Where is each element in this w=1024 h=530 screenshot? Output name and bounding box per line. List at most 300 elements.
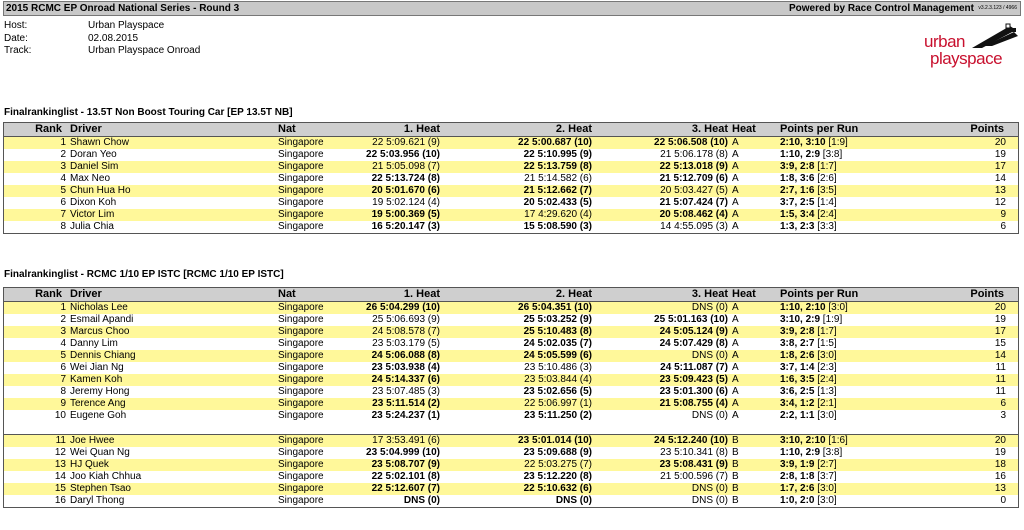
dropped-run: [3:8] — [820, 447, 843, 458]
heat3-cell: DNS (0) — [691, 495, 728, 506]
points-cell: 17 — [994, 326, 1006, 337]
heat1-cell: 23 5:03.938 (4) — [371, 362, 440, 373]
heat-group-cell: A — [732, 314, 739, 325]
table-row — [4, 435, 1018, 447]
points-per-run-cell — [780, 221, 837, 233]
results-table-istc — [3, 287, 1019, 508]
table-row — [4, 149, 1018, 161]
heat2-cell: 23 5:12.220 (8) — [523, 471, 592, 482]
info-value: Urban Playspace Onroad — [88, 45, 201, 56]
points-cell: 3 — [1000, 410, 1006, 421]
heat2-cell: 24 5:02.035 (7) — [523, 338, 592, 349]
heat2-cell: 17 4:29.620 (4) — [524, 209, 592, 220]
heat2-cell: 22 5:06.997 (1) — [524, 398, 592, 409]
rank-cell: 9 — [60, 398, 66, 409]
table-row — [4, 447, 1018, 459]
counted-runs: 3:10, 2:10 — [780, 435, 826, 446]
heat3-cell: DNS (0) — [691, 302, 728, 313]
rank-cell: 1 — [60, 302, 66, 313]
points-per-run-cell — [780, 338, 837, 350]
heat1-cell: 22 5:02.101 (8) — [371, 471, 440, 482]
heat2-cell: 23 5:01.014 (10) — [518, 435, 592, 446]
counted-runs: 2:10, 3:10 — [780, 137, 826, 148]
heat-group-header: Heat — [732, 123, 756, 135]
heat-group-cell: A — [732, 386, 739, 397]
heat3-cell: 21 5:00.596 (7) — [660, 471, 728, 482]
rank-cell: 7 — [60, 209, 66, 220]
points-per-run-cell — [780, 149, 842, 161]
dropped-run: [2:4] — [814, 374, 837, 385]
points-per-run-cell — [780, 374, 837, 386]
driver-cell: Kamen Koh — [70, 374, 123, 385]
driver-cell: Daniel Sim — [70, 161, 119, 172]
heat3-cell: 21 5:12.709 (6) — [659, 173, 728, 184]
rank-cell: 6 — [60, 197, 66, 208]
driver-cell: Julia Chia — [70, 221, 114, 232]
heat-group-cell: A — [732, 362, 739, 373]
dropped-run: [3:8] — [820, 149, 843, 160]
counted-runs: 1:8, 2:6 — [780, 350, 815, 361]
points-cell: 6 — [1000, 398, 1006, 409]
heat-group-cell: A — [732, 221, 739, 232]
info-host — [4, 20, 164, 32]
driver-cell: Marcus Choo — [70, 326, 130, 337]
heat3-cell: 14 4:55.095 (3) — [660, 221, 728, 232]
points-per-run-header: Points per Run — [780, 288, 859, 300]
group-separator — [4, 422, 1018, 434]
heat2-header: 2. Heat — [555, 288, 592, 300]
points-cell: 12 — [994, 197, 1006, 208]
heat-group-cell: A — [732, 350, 739, 361]
heat2-cell: DNS (0) — [555, 495, 592, 506]
nat-cell: Singapore — [278, 374, 324, 385]
nat-cell: Singapore — [278, 483, 324, 494]
heat1-cell: 19 5:02.124 (4) — [372, 197, 440, 208]
nat-cell: Singapore — [278, 326, 324, 337]
dropped-run: [2:1] — [814, 398, 837, 409]
heat1-cell: 17 3:53.491 (6) — [372, 435, 440, 446]
dropped-run: [3:0] — [814, 410, 837, 421]
driver-cell: Max Neo — [70, 173, 111, 184]
counted-runs: 2:8, 1:8 — [780, 471, 815, 482]
heat2-cell: 15 5:08.590 (3) — [523, 221, 592, 232]
heat-group-cell: A — [732, 302, 739, 313]
dropped-run: [1:5] — [814, 338, 837, 349]
rank-cell: 2 — [60, 149, 66, 160]
rank-header: Rank — [35, 288, 62, 300]
counted-runs: 3:9, 2:8 — [780, 161, 815, 172]
heat-group-cell: A — [732, 149, 739, 160]
counted-runs: 1:10, 2:10 — [780, 302, 826, 313]
nat-cell: Singapore — [278, 435, 324, 446]
urban-playspace-logo — [922, 22, 1022, 76]
info-label: Date: — [4, 33, 28, 44]
points-per-run-cell — [780, 350, 837, 362]
heat2-cell: 21 5:12.662 (7) — [523, 185, 592, 196]
heat-group-cell: B — [732, 447, 739, 458]
table-row — [4, 185, 1018, 197]
version-label: v3.2.3.123 / 4966 — [978, 5, 1017, 11]
heat-group-cell: A — [732, 161, 739, 172]
heat1-cell: 24 5:14.337 (6) — [371, 374, 440, 385]
points-per-run-cell — [780, 435, 848, 447]
points-cell: 11 — [995, 362, 1006, 373]
heat3-cell: 20 5:03.427 (5) — [660, 185, 728, 196]
points-per-run-cell — [780, 483, 837, 495]
rank-cell: 2 — [60, 314, 66, 325]
counted-runs: 1:5, 3:4 — [780, 209, 815, 220]
heat2-cell: 23 5:03.844 (4) — [524, 374, 592, 385]
heat-group-cell: B — [732, 471, 739, 482]
heat-group-cell: A — [732, 410, 739, 421]
points-cell: 9 — [1000, 209, 1006, 220]
table-row — [4, 173, 1018, 185]
heat1-cell: 22 5:12.607 (7) — [371, 483, 440, 494]
points-per-run-cell — [780, 197, 837, 209]
nat-cell: Singapore — [278, 386, 324, 397]
counted-runs: 1:3, 2:3 — [780, 221, 815, 232]
table-header-row — [4, 123, 1018, 137]
heat2-cell: 25 5:03.252 (9) — [523, 314, 592, 325]
heat2-cell: 23 5:11.250 (2) — [524, 410, 592, 421]
dropped-run: [2:3] — [814, 362, 837, 373]
points-per-run-cell — [780, 386, 837, 398]
counted-runs: 3:9, 1:9 — [780, 459, 815, 470]
heat1-cell: 23 5:11.514 (2) — [372, 398, 440, 409]
nat-cell: Singapore — [278, 185, 324, 196]
driver-header: Driver — [70, 123, 102, 135]
driver-cell: Joe Hwee — [70, 435, 115, 446]
heat2-cell: 23 5:02.656 (5) — [523, 386, 592, 397]
points-cell: 20 — [994, 137, 1006, 148]
heat-group-cell: A — [732, 185, 739, 196]
points-per-run-cell — [780, 447, 842, 459]
counted-runs: 3:7, 2:5 — [780, 197, 815, 208]
heat3-cell: 24 5:12.240 (10) — [654, 435, 728, 446]
counted-runs: 1:0, 2:0 — [780, 495, 815, 506]
driver-header: Driver — [70, 288, 102, 300]
points-cell: 14 — [994, 350, 1006, 361]
driver-cell: Dixon Koh — [70, 197, 117, 208]
heat3-header: 3. Heat — [691, 288, 728, 300]
driver-cell: Doran Yeo — [70, 149, 117, 160]
rank-cell: 16 — [54, 495, 66, 506]
points-per-run-cell — [780, 137, 848, 149]
points-cell: 14 — [994, 173, 1006, 184]
heat2-cell: 22 5:13.759 (8) — [523, 161, 592, 172]
driver-cell: Terence Ang — [70, 398, 126, 409]
driver-cell: HJ Quek — [70, 459, 109, 470]
points-cell: 16 — [994, 471, 1006, 482]
heat-group-cell: A — [732, 374, 739, 385]
heat1-cell: DNS (0) — [403, 495, 440, 506]
points-per-run-cell — [780, 459, 837, 471]
table-row — [4, 471, 1018, 483]
heat1-cell: 23 5:08.707 (9) — [371, 459, 440, 470]
nat-cell: Singapore — [278, 161, 324, 172]
counted-runs: 3:8, 2:7 — [780, 338, 815, 349]
info-date — [4, 33, 138, 45]
driver-cell: Eugene Goh — [70, 410, 127, 421]
heat3-cell: 23 5:01.300 (6) — [659, 386, 728, 397]
heat1-cell: 20 5:01.670 (6) — [371, 185, 440, 196]
rank-cell: 5 — [60, 350, 66, 361]
heat1-cell: 24 5:08.578 (7) — [372, 326, 440, 337]
info-value: 02.08.2015 — [88, 33, 139, 44]
heat1-cell: 22 5:13.724 (8) — [371, 173, 440, 184]
driver-cell: Wei Jian Ng — [70, 362, 124, 373]
table-title-135t: Finalrankinglist - 13.5T Non Boost Touring Car [EP 13.5T NB] — [4, 107, 293, 118]
heat3-cell: 21 5:06.178 (8) — [660, 149, 728, 160]
driver-cell: Stephen Tsao — [70, 483, 131, 494]
heat1-cell: 22 5:09.621 (9) — [372, 137, 440, 148]
heat1-cell: 16 5:20.147 (3) — [371, 221, 440, 232]
heat2-cell: 22 5:10.632 (6) — [523, 483, 592, 494]
dropped-run: [1:3] — [814, 386, 837, 397]
table-row — [4, 209, 1018, 221]
table-row — [4, 314, 1018, 326]
rank-cell: 4 — [60, 338, 66, 349]
rank-cell: 8 — [60, 386, 66, 397]
nat-cell: Singapore — [278, 447, 324, 458]
heat2-cell: 23 5:09.688 (9) — [523, 447, 592, 458]
points-per-run-cell — [780, 209, 837, 221]
table-header-row — [4, 288, 1018, 302]
heat-group-cell: A — [732, 209, 739, 220]
points-per-run-cell — [780, 185, 837, 197]
heat3-cell: 22 5:13.018 (9) — [659, 161, 728, 172]
table-row — [4, 398, 1018, 410]
points-cell: 11 — [995, 386, 1006, 397]
heat-group-cell: A — [732, 173, 739, 184]
heat2-cell: 20 5:02.433 (5) — [523, 197, 592, 208]
heat2-cell: 22 5:00.687 (10) — [518, 137, 592, 148]
dropped-run: [3:3] — [814, 221, 837, 232]
heat-group-cell: B — [732, 459, 739, 470]
table-row — [4, 495, 1018, 507]
table-row — [4, 386, 1018, 398]
dropped-run: [1:6] — [825, 435, 848, 446]
driver-cell: Nicholas Lee — [70, 302, 128, 313]
heat3-header: 3. Heat — [691, 123, 728, 135]
points-per-run-cell — [780, 302, 848, 314]
heat-group-cell: B — [732, 495, 739, 506]
rank-cell: 7 — [60, 374, 66, 385]
points-per-run-cell — [780, 495, 837, 507]
table-row — [4, 161, 1018, 173]
points-cell: 19 — [994, 149, 1006, 160]
heat2-cell: 22 5:03.275 (7) — [524, 459, 592, 470]
dropped-run: [3:0] — [825, 302, 848, 313]
rank-cell: 11 — [55, 435, 66, 446]
heat1-cell: 21 5:05.098 (7) — [372, 161, 440, 172]
dropped-run: [2:6] — [814, 173, 837, 184]
heat3-cell: 23 5:10.341 (8) — [660, 447, 728, 458]
nat-cell: Singapore — [278, 398, 324, 409]
counted-runs: 1:7, 2:6 — [780, 483, 815, 494]
points-cell: 13 — [994, 483, 1006, 494]
points-cell: 18 — [994, 459, 1006, 470]
driver-cell: Jeremy Hong — [70, 386, 130, 397]
driver-cell: Daryl Thong — [70, 495, 125, 506]
logo-text-playspace: playspace — [930, 49, 1003, 68]
points-per-run-cell — [780, 326, 837, 338]
dropped-run: [1:7] — [814, 326, 837, 337]
points-header: Points — [970, 123, 1004, 135]
points-per-run-cell — [780, 314, 842, 326]
table-row — [4, 221, 1018, 233]
nat-cell: Singapore — [278, 221, 324, 232]
heat1-cell: 23 5:24.237 (1) — [371, 410, 440, 421]
points-per-run-cell — [780, 161, 837, 173]
driver-cell: Shawn Chow — [70, 137, 129, 148]
points-cell: 20 — [994, 302, 1006, 313]
heat1-header: 1. Heat — [403, 288, 440, 300]
heat3-cell: 23 5:08.431 (9) — [659, 459, 728, 470]
info-label: Host: — [4, 20, 28, 31]
table-row — [4, 137, 1018, 149]
heat-group-cell: B — [732, 483, 739, 494]
heat3-cell: 25 5:01.163 (10) — [654, 314, 728, 325]
driver-cell: Joo Kiah Chhua — [70, 471, 142, 482]
info-value: Urban Playspace — [88, 20, 165, 31]
counted-runs: 3:4, 1:2 — [780, 398, 815, 409]
nat-cell: Singapore — [278, 410, 324, 421]
heat3-cell: DNS (0) — [691, 483, 728, 494]
nat-cell: Singapore — [278, 173, 324, 184]
heat1-cell: 22 5:03.956 (10) — [366, 149, 440, 160]
dropped-run: [3:0] — [814, 483, 837, 494]
heat-group-cell: A — [732, 197, 739, 208]
counted-runs: 2:2, 1:1 — [780, 410, 815, 421]
table-row — [4, 350, 1018, 362]
rank-cell: 3 — [60, 326, 66, 337]
nat-cell: Singapore — [278, 149, 324, 160]
rank-cell: 5 — [60, 185, 66, 196]
report-header — [3, 1, 1021, 16]
counted-runs: 3:7, 1:4 — [780, 362, 815, 373]
nat-cell: Singapore — [278, 362, 324, 373]
report-title: 2015 RCMC EP Onroad National Series - Round 3 — [6, 3, 240, 14]
heat2-cell: 24 5:05.599 (6) — [523, 350, 592, 361]
counted-runs: 3:6, 2:5 — [780, 386, 815, 397]
heat1-cell: 24 5:06.088 (8) — [371, 350, 440, 361]
points-per-run-cell — [780, 173, 837, 185]
rank-header: Rank — [35, 123, 62, 135]
rank-cell: 15 — [54, 483, 66, 494]
heat3-cell: 24 5:05.124 (9) — [659, 326, 728, 337]
counted-runs: 1:8, 3:6 — [780, 173, 815, 184]
heat-group-cell: B — [732, 435, 739, 446]
points-cell: 6 — [1000, 221, 1006, 232]
rank-cell: 6 — [60, 362, 66, 373]
driver-cell: Danny Lim — [70, 338, 118, 349]
info-label: Track: — [4, 45, 32, 56]
points-per-run-cell — [780, 362, 837, 374]
driver-cell: Chun Hua Ho — [70, 185, 131, 196]
dropped-run: [1:4] — [814, 197, 837, 208]
heat-group-cell: A — [732, 326, 739, 337]
points-cell: 0 — [1000, 495, 1006, 506]
heat3-cell: 24 5:07.429 (8) — [659, 338, 728, 349]
driver-cell: Esmail Apandi — [70, 314, 134, 325]
driver-cell: Dennis Chiang — [70, 350, 136, 361]
dropped-run: [3:0] — [814, 350, 837, 361]
table-row — [4, 197, 1018, 209]
points-cell: 20 — [994, 435, 1006, 446]
points-cell: 11 — [995, 374, 1006, 385]
points-cell: 15 — [994, 338, 1006, 349]
heat1-cell: 23 5:04.999 (10) — [366, 447, 440, 458]
logo-mark-icon — [970, 22, 1022, 52]
counted-runs: 1:10, 2:9 — [780, 149, 821, 160]
dropped-run: [3:5] — [814, 185, 837, 196]
points-per-run-cell — [780, 398, 837, 410]
results-table-135t — [3, 122, 1019, 234]
nat-cell: Singapore — [278, 350, 324, 361]
powered-by: Powered by Race Control Management — [788, 3, 974, 14]
rank-cell: 1 — [60, 137, 66, 148]
table-row — [4, 338, 1018, 350]
nat-header: Nat — [278, 288, 296, 300]
table-row — [4, 362, 1018, 374]
table-row — [4, 410, 1018, 422]
heat2-cell: 25 5:10.483 (8) — [523, 326, 592, 337]
dropped-run: [3:7] — [814, 471, 837, 482]
heat3-cell: 24 5:11.087 (7) — [660, 362, 728, 373]
nat-cell: Singapore — [278, 314, 324, 325]
heat2-cell: 26 5:04.351 (10) — [518, 302, 592, 313]
points-per-run-header: Points per Run — [780, 123, 859, 135]
counted-runs: 3:10, 2:9 — [780, 314, 821, 325]
heat-group-cell: A — [732, 398, 739, 409]
rank-cell: 8 — [60, 221, 66, 232]
points-cell: 19 — [994, 314, 1006, 325]
heat3-cell: 21 5:07.424 (7) — [659, 197, 728, 208]
counted-runs: 2:7, 1:6 — [780, 185, 815, 196]
table-row — [4, 374, 1018, 386]
table-row — [4, 302, 1018, 314]
nat-cell: Singapore — [278, 338, 324, 349]
heat3-cell: 22 5:06.508 (10) — [654, 137, 728, 148]
rank-cell: 13 — [54, 459, 66, 470]
heat3-cell: DNS (0) — [691, 410, 728, 421]
nat-header: Nat — [278, 123, 296, 135]
info-track — [4, 45, 200, 57]
heat3-cell: 23 5:09.423 (5) — [659, 374, 728, 385]
table-title-istc: Finalrankinglist - RCMC 1/10 EP ISTC [RCMC 1/10 EP ISTC] — [4, 269, 284, 280]
nat-cell: Singapore — [278, 459, 324, 470]
dropped-run: [2:4] — [814, 209, 837, 220]
heat1-cell: 25 5:06.693 (9) — [372, 314, 440, 325]
nat-cell: Singapore — [278, 302, 324, 313]
logo-text-urban: urban — [924, 32, 965, 51]
nat-cell: Singapore — [278, 197, 324, 208]
rank-cell: 3 — [60, 161, 66, 172]
counted-runs: 3:9, 2:8 — [780, 326, 815, 337]
rank-cell: 12 — [54, 447, 66, 458]
nat-cell: Singapore — [278, 137, 324, 148]
rank-cell: 4 — [60, 173, 66, 184]
dropped-run: [3:0] — [814, 495, 837, 506]
heat-group-header: Heat — [732, 288, 756, 300]
rank-cell: 10 — [54, 410, 66, 421]
heat-group-cell: A — [732, 137, 739, 148]
points-per-run-cell — [780, 410, 837, 422]
points-per-run-cell — [780, 471, 837, 483]
heat1-cell: 26 5:04.299 (10) — [366, 302, 440, 313]
driver-cell: Wei Quan Ng — [70, 447, 130, 458]
